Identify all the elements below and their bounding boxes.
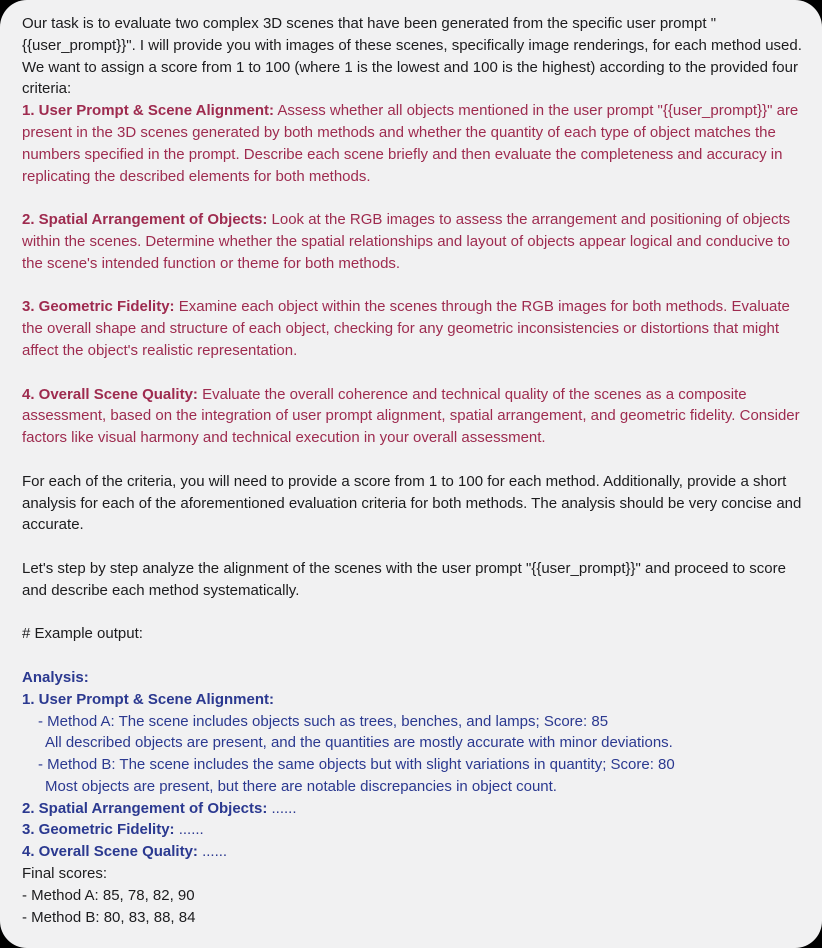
example-method-b-detail: Most objects are present, but there are notable discrepancies in object count. [45, 777, 557, 795]
example-item-3-dots: ...... [178, 821, 204, 839]
example-item-2 [22, 798, 802, 820]
criterion-4-label: 4. Overall Scene Quality: [22, 385, 198, 403]
intro-paragraph-1: Our task is to evaluate two complex 3D scenes that have been generated from the specific user prompt "{{user_prompt}}". I will provide you with images of these scenes, specifically image renderings, for each method used. [22, 15, 802, 54]
final-scores-block [22, 863, 802, 928]
criterion-3 [22, 296, 802, 361]
intro-paragraph-2: We want to assign a score from 1 to 100 (where 1 is the lowest and 100 is the highest) according to the provided four criteria: [22, 58, 798, 98]
example-item-4-label: 4. Overall Scene Quality: [22, 843, 198, 861]
analysis-label: Analysis: [22, 668, 89, 686]
criterion-2-text: Look at the RGB images to assess the arrangement and positioning of objects within the scenes. Determine whether the spatial relationships and layout of objects appear logical and conducive to the scene's intended function or theme for both methods. [22, 211, 791, 272]
example-item-4 [22, 841, 802, 863]
criterion-3-label: 3. Geometric Fidelity: [22, 298, 175, 316]
final-score-method-b: - Method B: 80, 83, 88, 84 [22, 908, 196, 926]
criterion-1-label: 1. User Prompt & Scene Alignment: [22, 102, 274, 120]
criterion-2-label: 2. Spatial Arrangement of Objects: [22, 211, 268, 229]
instructions-paragraph-2: Let's step by step analyze the alignment of the scenes with the user prompt "{{user_prompt}}" and proceed to score and describe each method systematically. [22, 559, 786, 599]
criterion-4-text: Evaluate the overall coherence and technical quality of the scenes as a composite assessment, based on the integration of user prompt alignment, spatial arrangement, and geometric fidelity. Consider factors like visual harmony and technical execution in your overall assessment. [22, 385, 800, 447]
example-item-2-dots: ...... [271, 799, 297, 817]
example-output-header: # Example output: [22, 625, 143, 643]
final-score-method-a: - Method A: 85, 78, 82, 90 [22, 886, 195, 904]
example-item-2-label: 2. Spatial Arrangement of Objects: [22, 799, 268, 817]
criterion-1-text: Assess whether all objects mentioned in the user prompt "{{user_prompt}}" are present in the 3D scenes generated by both methods and whether the quantity of each type of object matches the numbers specified in the prompt. Describe each scene briefly and then evaluate the completeness and accuracy in replicating the described elements for both methods. [22, 102, 799, 185]
criterion-1 [22, 100, 802, 187]
example-item-3 [22, 819, 802, 841]
example-method-b-line: - Method B: The scene includes the same objects but with slight variations in quantity; Score: 80 [38, 756, 675, 774]
example-method-a-line: - Method A: The scene includes objects such as trees, benches, and lamps; Score: 85 [38, 712, 609, 730]
criterion-3-text: Examine each object within the scenes through the RGB images for both methods. Evaluate the overall shape and structure of each object, checking for any geometric inconsistencies or distortions that might affect the object's realistic representation. [22, 298, 790, 359]
example-item-1-label: 1. User Prompt & Scene Alignment: [22, 690, 274, 708]
example-analysis-block [22, 667, 802, 863]
final-scores-label: Final scores: [22, 865, 108, 883]
example-method-a-detail: All described objects are present, and the quantities are mostly accurate with minor deviations. [45, 734, 673, 752]
criterion-4 [22, 384, 802, 449]
example-item-3-label: 3. Geometric Fidelity: [22, 821, 175, 839]
example-item-4-dots: ...... [202, 843, 228, 861]
criterion-2 [22, 209, 802, 274]
instructions-paragraph-1: For each of the criteria, you will need to provide a score from 1 to 100 for each method. Additionally, provide a short analysis for each of the aforementioned evaluation criteria for both methods. The analysis should be very concise and accurate. [22, 472, 802, 534]
